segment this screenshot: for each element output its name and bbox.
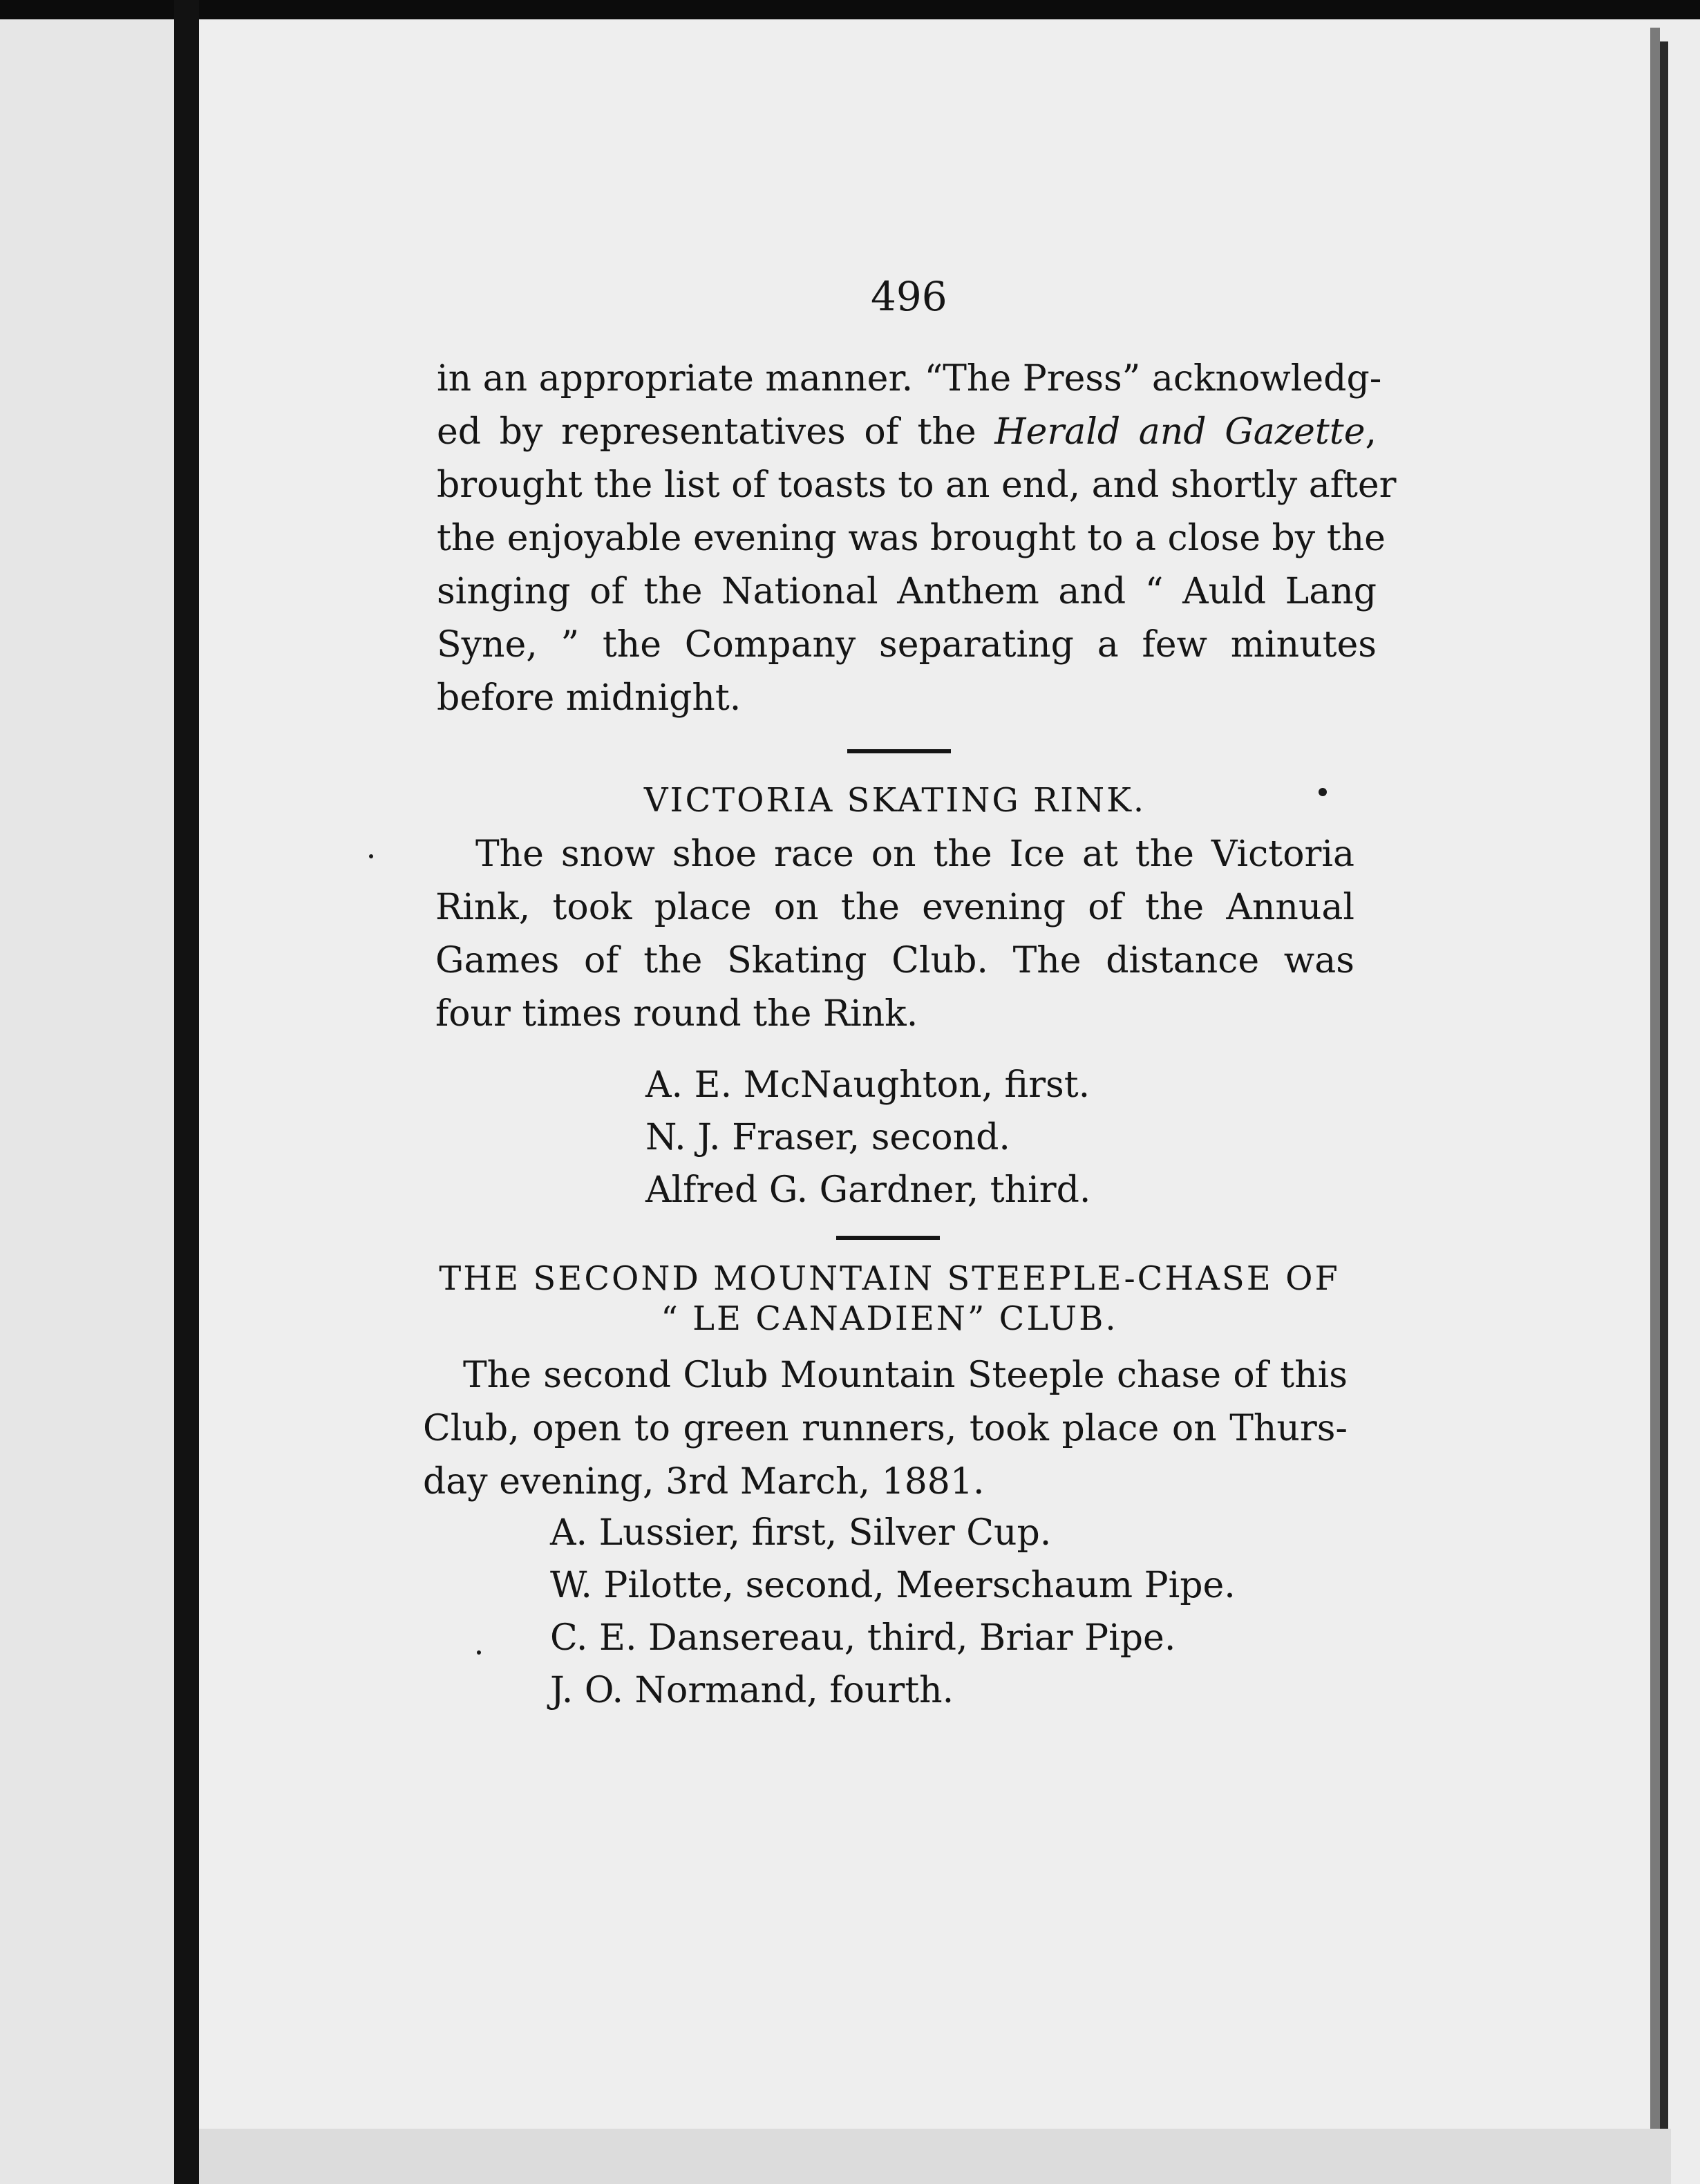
text-line: Rink, took place on the evening of the Annual xyxy=(435,887,1354,928)
text-line: Games of the Skating Club. The distance was xyxy=(435,940,1354,981)
result-entry: J. O. Normand, fourth. xyxy=(550,1670,954,1711)
scan-top-border xyxy=(0,0,1700,19)
page-bottom-margin xyxy=(199,2129,1671,2184)
result-entry: W. Pilotte, second, Meerschaum Pipe. xyxy=(550,1565,1236,1606)
newspaper-names: Herald and Gazette xyxy=(994,411,1366,453)
page-number: 496 xyxy=(871,273,947,320)
text-line: before midnight. xyxy=(437,677,742,719)
text-line: The second Club Mountain Steeple chase of this xyxy=(463,1355,1348,1396)
book-gutter xyxy=(174,0,199,2184)
text-line: Club, open to green runners, took place on Thurs- xyxy=(423,1408,1348,1449)
section-divider xyxy=(836,1236,940,1240)
results-list-victoria xyxy=(645,1059,1090,1216)
scan-speck xyxy=(477,1650,481,1655)
page-edge xyxy=(1650,28,1660,2129)
text-line: The snow shoe race on the Ice at the Victoria xyxy=(475,834,1354,875)
page-edge-shadow xyxy=(1660,41,1668,2129)
paragraph-closing-dinner xyxy=(437,352,1397,725)
section-heading-steeplechase-line2: “ LE CANADIEN” CLUB. xyxy=(661,1299,1118,1338)
results-list-steeplechase xyxy=(550,1507,1236,1717)
result-entry: A. Lussier, first, Silver Cup. xyxy=(550,1512,1052,1554)
text-line: in an appropriate manner. “The Press” acknowledg- xyxy=(437,358,1382,399)
result-entry: Alfred G. Gardner, third. xyxy=(645,1169,1091,1211)
result-entry: C. E. Dansereau, third, Briar Pipe. xyxy=(550,1617,1176,1659)
paragraph-steeplechase xyxy=(423,1349,1348,1509)
section-heading-steeplechase: THE SECOND MOUNTAIN STEEPLE-CHASE OF xyxy=(439,1259,1340,1298)
section-heading-victoria: VICTORIA SKATING RINK. xyxy=(643,781,1146,820)
paragraph-victoria-rink xyxy=(435,828,1354,1041)
scan-speck xyxy=(369,854,373,858)
text-fragment: , xyxy=(1365,411,1377,453)
left-page xyxy=(0,19,174,2184)
text-line: Syne, ” the Company separating a few minutes xyxy=(437,624,1377,666)
scan-speck xyxy=(1319,788,1327,796)
text-line: four times round the Rink. xyxy=(435,993,918,1035)
result-entry: A. E. McNaughton, first. xyxy=(645,1064,1090,1106)
text-fragment: ed by representatives of the xyxy=(437,411,995,453)
section-divider xyxy=(847,749,951,753)
text-line: the enjoyable evening was brought to a close by the xyxy=(437,518,1386,559)
text-line-with-italic xyxy=(437,406,1377,459)
text-line: day evening, 3rd March, 1881. xyxy=(423,1461,985,1503)
text-line: brought the list of toasts to an end, and shortly after xyxy=(437,464,1397,506)
result-entry: N. J. Fraser, second. xyxy=(645,1117,1010,1158)
text-line: singing of the National Anthem and “ Auld Lang xyxy=(437,571,1377,612)
